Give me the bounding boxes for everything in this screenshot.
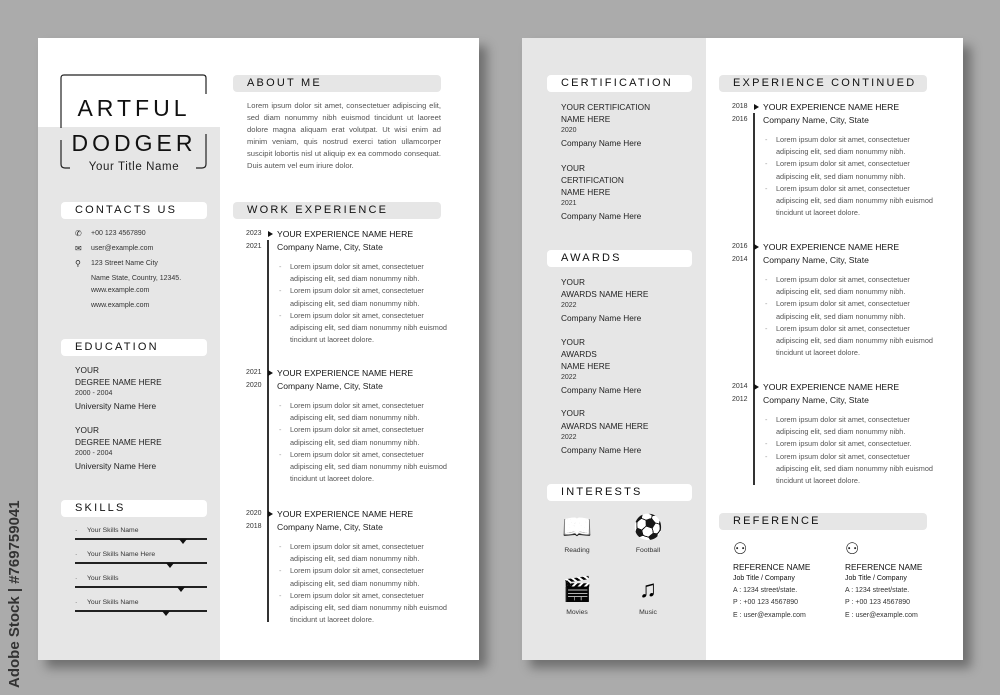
education-heading: EDUCATION xyxy=(61,339,207,356)
bullet-item: - Lorem ipsum dolor sit amet, consectetuer adipiscing elit, sed diam nonummy nibh euismod tincidunt ut laoreet dolore. xyxy=(776,451,936,488)
degree-line: DEGREE NAME HERE xyxy=(75,436,162,447)
reference-entry xyxy=(845,539,955,622)
entry-year: 2022 xyxy=(561,302,577,310)
degree-line: YOUR xyxy=(75,424,99,435)
interest-label: Football xyxy=(635,547,661,554)
skill-level-marker xyxy=(162,611,170,616)
skill-name: · Your Skills xyxy=(75,575,221,582)
about-heading: ABOUT ME xyxy=(233,75,441,92)
list-entry xyxy=(561,162,650,223)
bullet-item: - Lorem ipsum dolor sit amet, consectetuer adipiscing elit, sed diam nonummy nibh. xyxy=(776,158,936,182)
contact-item xyxy=(75,228,181,243)
reference-email: E : user@example.com xyxy=(845,611,918,619)
work-experience-heading: WORK EXPERIENCE xyxy=(233,202,441,219)
experience-title: YOUR EXPERIENCE NAME HERE xyxy=(277,368,414,378)
skills-heading: SKILLS xyxy=(61,500,207,517)
entry-name-line: YOUR xyxy=(561,277,585,287)
entry-name-line: NAME HERE xyxy=(561,114,611,125)
contact-item xyxy=(75,243,181,258)
timeline-arrow-icon xyxy=(268,231,273,237)
bullet-item: - Lorem ipsum dolor sit amet, consectetuer adipiscing elit, sed diam nonummy nibh. xyxy=(290,565,450,589)
skill-item xyxy=(75,575,221,582)
bullet-item: - Lorem ipsum dolor sit amet, consectetuer adipiscing elit, sed diam nonummy nibh. xyxy=(776,414,936,438)
contact-text: www.example.com xyxy=(91,302,150,309)
skill-bar xyxy=(75,586,207,588)
education-entry xyxy=(75,364,162,413)
reference-job: Job Title / Company xyxy=(733,575,795,582)
contact-item xyxy=(75,300,181,315)
list-entry xyxy=(561,101,650,150)
reference-phone: P : +00 123 4567890 xyxy=(845,599,911,607)
entry-name-line: NAME HERE xyxy=(561,187,611,198)
skill-bar xyxy=(75,562,207,564)
entry-year: 2020 xyxy=(561,127,577,135)
bullet-item: - Lorem ipsum dolor sit amet, consectetuer adipiscing elit, sed diam nonummy nibh. xyxy=(776,274,936,298)
skill-name: · Your Skills Name Here xyxy=(75,551,221,558)
entry-company: Company Name Here xyxy=(561,385,642,396)
interest-item xyxy=(557,574,597,616)
certification-heading: CERTIFICATION xyxy=(547,75,692,92)
experience-bullets xyxy=(290,261,450,346)
experience-continued-heading: EXPERIENCE CONTINUED xyxy=(719,75,927,92)
skill-item xyxy=(75,551,221,558)
skill-level-marker xyxy=(179,539,187,544)
entry-year: 2021 xyxy=(561,200,577,208)
skill-level-marker xyxy=(166,563,174,568)
experience-year-to: 2018 xyxy=(246,522,262,530)
football-icon: ⚽ xyxy=(633,514,663,541)
phone-icon: ✆ xyxy=(75,229,82,238)
experience-year-from: 2016 xyxy=(732,243,748,250)
entry-name-line: AWARDS NAME HERE xyxy=(561,289,649,300)
bullet-item: - Lorem ipsum dolor sit amet, consectetuer adipiscing elit, sed diam nonummy nibh euismod tincidunt ut laoreet dolore. xyxy=(290,590,450,627)
interest-label: Reading xyxy=(564,547,590,554)
experience-title: YOUR EXPERIENCE NAME HERE xyxy=(277,509,414,519)
bullet-item: - Lorem ipsum dolor sit amet, consectetuer. xyxy=(776,438,936,450)
job-title: Your Title Name xyxy=(88,161,180,173)
entry-company: Company Name Here xyxy=(561,444,642,455)
entry-company: Company Name Here xyxy=(561,211,642,222)
skill-name: · Your Skills Name xyxy=(75,599,221,606)
contact-item xyxy=(75,285,181,300)
experience-bullets xyxy=(290,400,450,485)
person-share-icon: ⚇ xyxy=(845,541,860,558)
name-frame-brackets xyxy=(58,74,210,172)
list-entry xyxy=(561,336,648,397)
experience-title: YOUR EXPERIENCE NAME HERE xyxy=(763,382,900,392)
experience-year-from: 2018 xyxy=(732,103,748,110)
timeline-arrow-icon xyxy=(268,370,273,376)
degree-line: YOUR xyxy=(75,365,99,375)
timeline-arrow-icon xyxy=(754,244,759,250)
reference-address: A : 1234 street/state. xyxy=(733,587,798,595)
interest-item xyxy=(628,574,668,616)
education-entry xyxy=(75,424,162,473)
bullet-item: - Lorem ipsum dolor sit amet, consectetuer adipiscing elit, sed diam nonummy nibh. xyxy=(776,134,936,158)
reference-heading: REFERENCE xyxy=(719,513,927,530)
timeline-arrow-icon xyxy=(268,511,273,517)
interest-label: Music xyxy=(639,609,657,616)
contact-text: 123 Street Name City xyxy=(91,260,158,267)
contact-item xyxy=(75,273,181,285)
list-entry xyxy=(561,407,648,456)
reference-name: REFERENCE NAME xyxy=(845,562,923,572)
entry-name-line: YOUR CERTIFICATION xyxy=(561,102,651,112)
skill-item xyxy=(75,527,221,534)
awards-heading: AWARDS xyxy=(547,250,692,267)
reference-name: REFERENCE NAME xyxy=(733,562,811,572)
experience-bullets xyxy=(290,541,450,626)
experience-company: Company Name, City, State xyxy=(763,394,869,405)
bullet-item: - Lorem ipsum dolor sit amet, consectetuer adipiscing elit, sed diam nonummy nibh. xyxy=(290,400,450,424)
clapperboard-icon: 🎬 xyxy=(562,576,592,603)
bullet-item: - Lorem ipsum dolor sit amet, consectetuer adipiscing elit, sed diam nonummy nibh euismod tincidunt ut laoreet dolore. xyxy=(776,183,936,220)
experience-year-to: 2020 xyxy=(246,381,262,389)
contact-text: www.example.com xyxy=(91,287,150,294)
bullet-item: - Lorem ipsum dolor sit amet, consectetuer adipiscing elit, sed diam nonummy nibh. xyxy=(290,424,450,448)
resume-page-2 xyxy=(522,38,963,660)
contacts-heading: CONTACTS US xyxy=(61,202,207,219)
timeline-arrow-icon xyxy=(754,104,759,110)
interest-label: Movies xyxy=(566,609,588,616)
contact-text: Name State, Country, 12345. xyxy=(91,275,182,282)
entry-name-line: CERTIFICATION xyxy=(561,174,624,185)
skill-name: · Your Skills Name xyxy=(75,527,221,534)
interest-item xyxy=(628,512,668,554)
entry-year: 2022 xyxy=(561,433,577,441)
entry-company: Company Name Here xyxy=(561,138,642,149)
stock-watermark-id: Adobe Stock | #769759041 xyxy=(6,500,23,688)
reference-email: E : user@example.com xyxy=(733,611,806,619)
experience-year-from: 2021 xyxy=(246,369,262,376)
interests-heading: INTERESTS xyxy=(547,484,692,501)
skill-bar xyxy=(75,610,207,612)
reference-address: A : 1234 street/state. xyxy=(845,587,910,595)
bullet-item: - Lorem ipsum dolor sit amet, consectetuer adipiscing elit, sed diam nonummy nibh euismod tincidunt ut laoreet dolore. xyxy=(290,310,450,347)
experience-year-to: 2021 xyxy=(246,242,262,250)
timeline-arrow-icon xyxy=(754,384,759,390)
contact-text: +00 123 4567890 xyxy=(91,230,146,237)
experience-title: YOUR EXPERIENCE NAME HERE xyxy=(763,102,900,112)
entry-company: Company Name Here xyxy=(561,313,642,324)
experience-bullets xyxy=(776,414,936,487)
name-last: DODGER xyxy=(71,130,197,156)
entry-name-line: YOUR xyxy=(561,162,585,173)
resume-page-1 xyxy=(38,38,479,660)
skill-level-marker xyxy=(177,587,185,592)
timeline-line xyxy=(753,113,755,485)
bullet-item: - Lorem ipsum dolor sit amet, consectetuer adipiscing elit, sed diam nonummy nibh euismod tincidunt ut laoreet dolore. xyxy=(290,449,450,486)
university-name: University Name Here xyxy=(75,461,157,472)
degree-line: DEGREE NAME HERE xyxy=(75,377,162,388)
experience-company: Company Name, City, State xyxy=(277,241,383,252)
bullet-item: - Lorem ipsum dolor sit amet, consectetuer adipiscing elit, sed diam nonummy nibh. xyxy=(290,285,450,309)
timeline-line xyxy=(267,240,269,622)
location-icon: ⚲ xyxy=(75,259,81,268)
experience-company: Company Name, City, State xyxy=(277,380,383,391)
reference-job: Job Title / Company xyxy=(845,575,907,582)
interest-item xyxy=(557,512,597,554)
experience-bullets xyxy=(776,274,936,359)
experience-year-to: 2012 xyxy=(732,395,748,403)
name-first: ARTFUL xyxy=(77,95,191,121)
experience-company: Company Name, City, State xyxy=(763,114,869,125)
university-name: University Name Here xyxy=(75,401,157,412)
entry-name-line: YOUR xyxy=(561,336,585,347)
contact-item xyxy=(75,258,181,273)
experience-title: YOUR EXPERIENCE NAME HERE xyxy=(763,242,900,252)
music-note-icon: ♫ xyxy=(639,576,657,603)
experience-year-to: 2014 xyxy=(732,255,748,263)
bullet-item: - Lorem ipsum dolor sit amet, consectetuer adipiscing elit, sed diam nonummy nibh euismod tincidunt ut laoreet dolore. xyxy=(776,323,936,360)
bullet-item: - Lorem ipsum dolor sit amet, consectetuer adipiscing elit, sed diam nonummy nibh. xyxy=(776,298,936,322)
experience-year-from: 2020 xyxy=(246,510,262,517)
experience-year-to: 2016 xyxy=(732,115,748,123)
contact-text: user@example.com xyxy=(91,245,154,252)
list-entry xyxy=(561,276,648,325)
bullet-item: - Lorem ipsum dolor sit amet, consectetuer adipiscing elit, sed diam nonummy nibh. xyxy=(290,261,450,285)
entry-name-line: NAME HERE xyxy=(561,361,611,372)
experience-company: Company Name, City, State xyxy=(763,254,869,265)
entry-name-line: YOUR xyxy=(561,408,585,419)
book-icon: 📖 xyxy=(562,514,592,541)
experience-year-from: 2023 xyxy=(246,230,262,237)
bullet-item: - Lorem ipsum dolor sit amet, consectetuer adipiscing elit, sed diam nonummy nibh. xyxy=(290,541,450,565)
experience-bullets xyxy=(776,134,936,219)
person-share-icon: ⚇ xyxy=(733,541,748,558)
mail-icon: ✉ xyxy=(75,244,82,253)
entry-year: 2022 xyxy=(561,374,577,382)
education-years: 2000 - 2004 xyxy=(75,450,113,458)
entry-name-line: AWARDS NAME HERE xyxy=(561,420,649,431)
entry-name-line: AWARDS xyxy=(561,348,597,359)
about-text: Lorem ipsum dolor sit amet, consectetuer adipiscing elit, sed diam nonummy nibh euismod tincidunt ut laoreet dolore magna aliquam erat volutpat. Ut wisi enim ad minim veniam, quis nostrud exerci tation ullamcorper suscipit lobortis nisl ut aliquip ex ea commodo consequat. Duis autem vel eum iriure dolor. xyxy=(247,101,441,170)
reference-phone: P : +00 123 4567890 xyxy=(733,599,799,607)
skill-item xyxy=(75,599,221,606)
experience-company: Company Name, City, State xyxy=(277,521,383,532)
experience-year-from: 2014 xyxy=(732,383,748,390)
reference-entry xyxy=(733,539,843,622)
education-years: 2000 - 2004 xyxy=(75,390,113,398)
experience-title: YOUR EXPERIENCE NAME HERE xyxy=(277,229,414,239)
